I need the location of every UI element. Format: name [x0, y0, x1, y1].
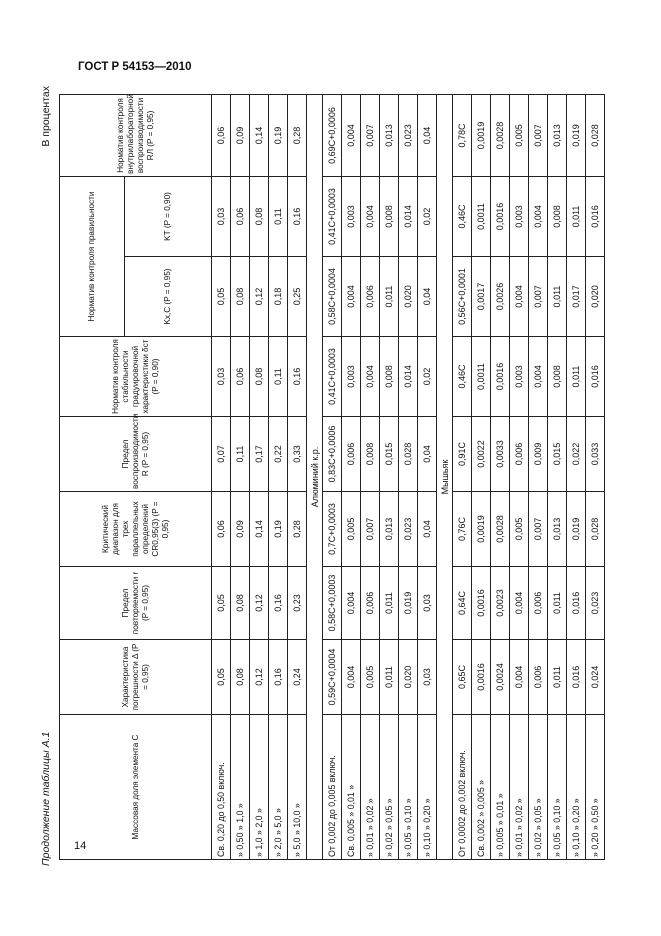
mass-range-cell: » 0,01 » 0,02 » — [361, 715, 380, 860]
value-cell: 0,004 — [342, 640, 361, 715]
value-cell: 0,0023 — [491, 567, 510, 640]
value-cell: 0,011 — [380, 640, 399, 715]
value-cell: 0,25 — [288, 257, 307, 337]
value-cell: 0,0033 — [491, 417, 510, 492]
document-header: ГОСТ Р 54153—2010 — [78, 61, 192, 73]
value-cell: 0,06 — [212, 492, 231, 567]
value-cell: 0,04 — [418, 257, 437, 337]
table-row — [529, 94, 548, 859]
value-cell: 0,41C+0,0003 — [323, 337, 342, 417]
mass-range-cell: » 0,05 » 0,10 » — [399, 715, 418, 860]
value-cell: 0,008 — [548, 337, 567, 417]
value-cell: 0,004 — [529, 337, 548, 417]
value-cell: 0,23 — [288, 567, 307, 640]
value-cell: 0,023 — [399, 492, 418, 567]
col-rl-header: Норматив контроля внутрилабораторной воспроизводимости RЛ (P = 0,95) — [60, 94, 212, 176]
value-cell: 0,003 — [342, 176, 361, 256]
mass-range-cell: » 5,0 » 10,0 » — [288, 715, 307, 860]
mass-range-cell: » 0,02 » 0,05 » — [380, 715, 399, 860]
mass-range-cell: » 2,0 » 5,0 » — [269, 715, 288, 860]
value-cell: 0,005 — [361, 640, 380, 715]
value-cell: 0,46C — [453, 176, 472, 256]
value-cell: 0,013 — [380, 94, 399, 176]
value-cell: 0,11 — [269, 176, 288, 256]
value-cell: 0,004 — [342, 257, 361, 337]
value-cell: 0,28 — [288, 492, 307, 567]
value-cell: 0,020 — [586, 257, 605, 337]
value-cell: 0,0016 — [491, 337, 510, 417]
rotated-table-area — [40, 86, 600, 866]
value-cell: 0,004 — [529, 176, 548, 256]
value-cell: 0,016 — [567, 567, 586, 640]
value-cell: 0,004 — [342, 94, 361, 176]
section-label: Мышьяк — [437, 94, 453, 859]
data-table — [59, 94, 605, 860]
value-cell: 0,18 — [269, 257, 288, 337]
page-number: 14 — [74, 840, 87, 852]
value-cell: 0,03 — [418, 567, 437, 640]
value-cell: 0,58C+0,0003 — [323, 567, 342, 640]
mass-range-cell: » 0,20 » 0,50 » — [586, 715, 605, 860]
value-cell: 0,16 — [288, 176, 307, 256]
value-cell: 0,008 — [548, 176, 567, 256]
col-kxc-header: Kх,С (P = 0,95) — [125, 257, 212, 337]
value-cell: 0,015 — [380, 417, 399, 492]
value-cell: 0,0016 — [491, 176, 510, 256]
value-cell: 0,11 — [231, 417, 250, 492]
value-cell: 0,08 — [231, 640, 250, 715]
value-cell: 0,08 — [231, 567, 250, 640]
value-cell: 0,0011 — [472, 176, 491, 256]
table-row — [453, 94, 472, 859]
value-cell: 0,0016 — [472, 567, 491, 640]
table-row — [472, 94, 491, 859]
value-cell: 0,04 — [418, 417, 437, 492]
value-cell: 0,0028 — [491, 492, 510, 567]
table-row — [491, 94, 510, 859]
value-cell: 0,003 — [510, 176, 529, 256]
table-row — [269, 94, 288, 859]
value-cell: 0,004 — [510, 567, 529, 640]
units-note: В процентах — [40, 86, 52, 147]
mass-range-cell: » 1,0 » 2,0 » — [250, 715, 269, 860]
table-row — [250, 94, 269, 859]
table-row — [567, 94, 586, 859]
value-cell: 0,0016 — [472, 640, 491, 715]
value-cell: 0,19 — [269, 94, 288, 176]
value-cell: 0,11 — [269, 337, 288, 417]
value-cell: 0,003 — [342, 337, 361, 417]
value-cell: 0,24 — [288, 640, 307, 715]
value-cell: 0,59C+0,0004 — [323, 640, 342, 715]
table-row — [510, 94, 529, 859]
value-cell: 0,22 — [269, 417, 288, 492]
value-cell: 0,04 — [418, 492, 437, 567]
value-cell: 0,009 — [529, 417, 548, 492]
value-cell: 0,0026 — [491, 257, 510, 337]
table-body — [212, 94, 605, 859]
table-row — [418, 94, 437, 859]
value-cell: 0,03 — [418, 640, 437, 715]
value-cell: 0,12 — [250, 257, 269, 337]
value-cell: 0,011 — [548, 640, 567, 715]
value-cell: 0,09 — [231, 94, 250, 176]
value-cell: 0,04 — [418, 94, 437, 176]
mass-range-cell: Св. 0,002 » 0,005 » — [472, 715, 491, 860]
value-cell: 0,013 — [380, 492, 399, 567]
value-cell: 0,004 — [361, 176, 380, 256]
col-accuracy-group-header: Норматив контроля правильности — [60, 176, 125, 336]
value-cell: 0,0022 — [472, 417, 491, 492]
value-cell: 0,007 — [529, 94, 548, 176]
col-R-header: Предел воспроизводимости R (P = 0,95) — [60, 417, 212, 492]
value-cell: 0,006 — [361, 257, 380, 337]
value-cell: 0,7C+0,0003 — [323, 492, 342, 567]
value-cell: 0,004 — [361, 337, 380, 417]
table-row — [212, 94, 231, 859]
value-cell: 0,016 — [586, 176, 605, 256]
value-cell: 0,013 — [548, 492, 567, 567]
value-cell: 0,69C+0,0006 — [323, 94, 342, 176]
value-cell: 0,16 — [269, 567, 288, 640]
value-cell: 0,58C+0,0004 — [323, 257, 342, 337]
col-kt-header: KТ (P = 0,90) — [125, 176, 212, 256]
value-cell: 0,017 — [567, 257, 586, 337]
mass-range-cell: » 0,02 » 0,05 » — [529, 715, 548, 860]
col-r-header: Предел повторяемости r (P = 0,95) — [60, 567, 212, 640]
value-cell: 0,004 — [342, 567, 361, 640]
value-cell: 0,014 — [399, 337, 418, 417]
value-cell: 0,006 — [361, 567, 380, 640]
section-label: Алюминий к.р. — [307, 94, 323, 859]
value-cell: 0,023 — [399, 94, 418, 176]
value-cell: 0,007 — [529, 257, 548, 337]
value-cell: 0,008 — [380, 176, 399, 256]
value-cell: 0,028 — [586, 94, 605, 176]
value-cell: 0,011 — [567, 176, 586, 256]
value-cell: 0,005 — [510, 94, 529, 176]
value-cell: 0,07 — [212, 417, 231, 492]
value-cell: 0,020 — [399, 257, 418, 337]
value-cell: 0,033 — [586, 417, 605, 492]
value-cell: 0,016 — [567, 640, 586, 715]
value-cell: 0,12 — [250, 640, 269, 715]
value-cell: 0,83C+0,0006 — [323, 417, 342, 492]
value-cell: 0,56C+0,0001 — [453, 257, 472, 337]
value-cell: 0,28 — [288, 94, 307, 176]
value-cell: 0,03 — [212, 337, 231, 417]
mass-range-cell: » 0,10 » 0,20 » — [567, 715, 586, 860]
table-row — [361, 94, 380, 859]
value-cell: 0,14 — [250, 94, 269, 176]
value-cell: 0,19 — [269, 492, 288, 567]
value-cell: 0,14 — [250, 492, 269, 567]
value-cell: 0,0019 — [472, 492, 491, 567]
value-cell: 0,019 — [567, 492, 586, 567]
value-cell: 0,08 — [250, 176, 269, 256]
value-cell: 0,003 — [510, 337, 529, 417]
mass-range-cell: » 0,10 » 0,20 » — [418, 715, 437, 860]
value-cell: 0,011 — [567, 337, 586, 417]
value-cell: 0,16 — [288, 337, 307, 417]
value-cell: 0,008 — [361, 417, 380, 492]
value-cell: 0,0019 — [472, 94, 491, 176]
table-section-row — [307, 94, 323, 859]
value-cell: 0,02 — [418, 176, 437, 256]
value-cell: 0,005 — [342, 492, 361, 567]
value-cell: 0,016 — [586, 337, 605, 417]
value-cell: 0,16 — [269, 640, 288, 715]
value-cell: 0,005 — [510, 492, 529, 567]
value-cell: 0,12 — [250, 567, 269, 640]
value-cell: 0,019 — [399, 567, 418, 640]
value-cell: 0,41C+0,0003 — [323, 176, 342, 256]
value-cell: 0,0024 — [491, 640, 510, 715]
value-cell: 0,007 — [361, 492, 380, 567]
value-cell: 0,09 — [231, 492, 250, 567]
value-cell: 0,06 — [231, 176, 250, 256]
table-row — [548, 94, 567, 859]
table-row — [399, 94, 418, 859]
value-cell: 0,013 — [548, 94, 567, 176]
value-cell: 0,006 — [342, 417, 361, 492]
mass-range-cell: » 0,50 » 1,0 » — [231, 715, 250, 860]
value-cell: 0,011 — [548, 257, 567, 337]
value-cell: 0,023 — [586, 567, 605, 640]
value-cell: 0,02 — [418, 337, 437, 417]
value-cell: 0,011 — [380, 567, 399, 640]
value-cell: 0,028 — [399, 417, 418, 492]
value-cell: 0,0011 — [472, 337, 491, 417]
value-cell: 0,08 — [231, 257, 250, 337]
mass-range-cell: » 0,01 » 0,02 » — [510, 715, 529, 860]
value-cell: 0,78C — [453, 94, 472, 176]
col-cr-header: Критический диапазон для трех параллельных определений CR0,95(3) (P = 0,95) — [60, 492, 212, 567]
col-stab-header: Норматив контроля стабильности градуировочной характеристики δст (P = 0,90) — [60, 337, 212, 417]
value-cell: 0,17 — [250, 417, 269, 492]
value-cell: 0,006 — [510, 417, 529, 492]
value-cell: 0,008 — [380, 337, 399, 417]
col-mass-header: Массовая доля элемента C — [60, 715, 212, 860]
mass-range-cell: От 0,002 до 0,005 включ. — [323, 715, 342, 860]
value-cell: 0,76C — [453, 492, 472, 567]
value-cell: 0,028 — [586, 492, 605, 567]
table-row — [380, 94, 399, 859]
col-delta-header: Характеристика погрешности Δ (P = 0,95) — [60, 640, 212, 715]
table-row — [288, 94, 307, 859]
table-row — [323, 94, 342, 859]
table-row — [586, 94, 605, 859]
value-cell: 0,65C — [453, 640, 472, 715]
value-cell: 0,91C — [453, 417, 472, 492]
value-cell: 0,03 — [212, 176, 231, 256]
mass-range-cell: » 0,05 » 0,10 » — [548, 715, 567, 860]
value-cell: 0,33 — [288, 417, 307, 492]
mass-range-cell: Св. 0,005 » 0,01 » — [342, 715, 361, 860]
value-cell: 0,004 — [510, 640, 529, 715]
mass-range-cell: » 0,005 » 0,01 » — [491, 715, 510, 860]
value-cell: 0,014 — [399, 176, 418, 256]
value-cell: 0,011 — [548, 567, 567, 640]
value-cell: 0,06 — [231, 337, 250, 417]
mass-range-cell: От 0,0002 до 0,002 включ. — [453, 715, 472, 860]
value-cell: 0,0028 — [491, 94, 510, 176]
value-cell: 0,022 — [567, 417, 586, 492]
value-cell: 0,007 — [361, 94, 380, 176]
table-row — [342, 94, 361, 859]
value-cell: 0,011 — [380, 257, 399, 337]
value-cell: 0,08 — [250, 337, 269, 417]
value-cell: 0,006 — [529, 567, 548, 640]
value-cell: 0,020 — [399, 640, 418, 715]
value-cell: 0,019 — [567, 94, 586, 176]
value-cell: 0,006 — [529, 640, 548, 715]
table-caption: Продолжение таблицы А.1 — [40, 731, 52, 866]
table-section-row — [437, 94, 453, 859]
value-cell: 0,64C — [453, 567, 472, 640]
value-cell: 0,06 — [212, 94, 231, 176]
value-cell: 0,007 — [529, 492, 548, 567]
mass-range-cell: Св. 0,20 до 0,50 включ. — [212, 715, 231, 860]
value-cell: 0,05 — [212, 640, 231, 715]
table-row — [231, 94, 250, 859]
value-cell: 0,05 — [212, 257, 231, 337]
value-cell: 0,05 — [212, 567, 231, 640]
value-cell: 0,015 — [548, 417, 567, 492]
value-cell: 0,024 — [586, 640, 605, 715]
value-cell: 0,0017 — [472, 257, 491, 337]
value-cell: 0,46C — [453, 337, 472, 417]
value-cell: 0,004 — [510, 257, 529, 337]
